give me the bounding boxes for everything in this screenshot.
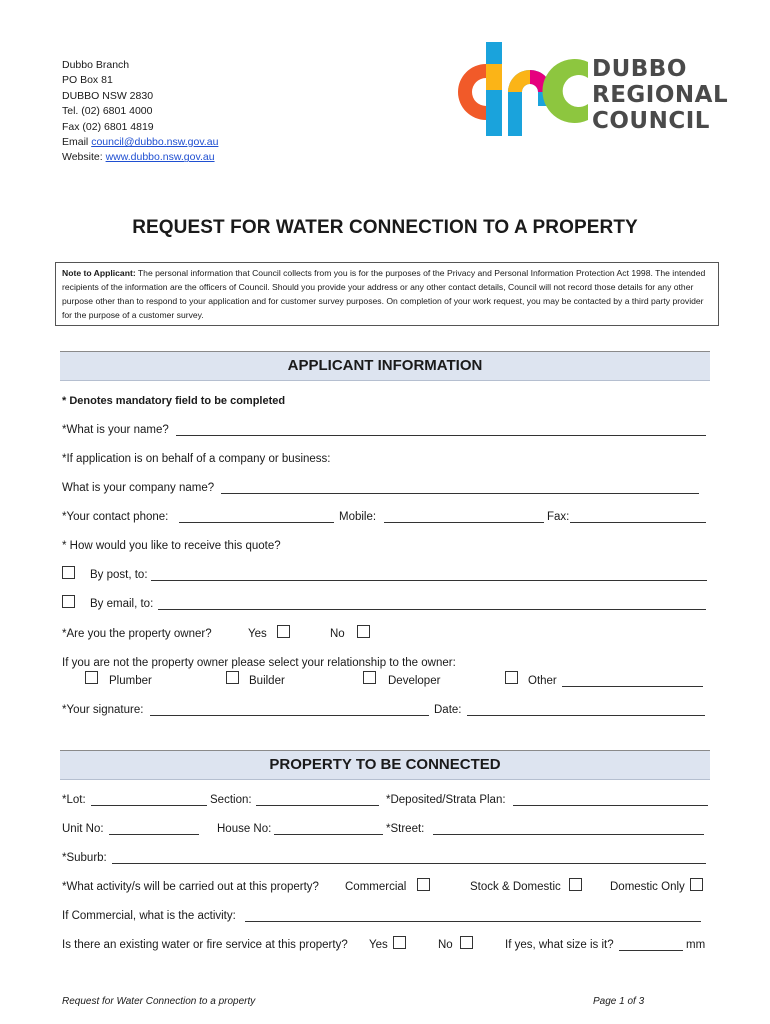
commercial-checkbox[interactable] [417, 878, 430, 891]
house-input[interactable] [274, 822, 383, 835]
section-label: Section: [210, 794, 252, 806]
address-website-row [62, 150, 218, 165]
page-number: Page 1 of 3 [593, 996, 645, 1007]
note-text: The personal information that Council collects from you is for the purposes of the Privacy and Personal Information Protection Act 1998. The intended recipients of the information are the officers of Council. Should you provide your address or any other contact details, Council will not record those details for any other purpose other than to respond to your application and for customer survey purposes. On completion of your work request, you may be contacted by a third party provider for the purpose of a customer survey. [62, 268, 706, 320]
note-label: Note to Applicant: [62, 268, 136, 278]
date-input[interactable] [467, 703, 705, 716]
fax-label: Fax: [547, 511, 570, 523]
lot-label: *Lot: [62, 794, 86, 806]
owner-yes-label: Yes [248, 628, 267, 640]
phone-input[interactable] [179, 510, 334, 523]
privacy-note [55, 262, 719, 326]
company-intro: *If application is on behalf of a company or business: [62, 453, 331, 465]
council-logo-icon [442, 42, 592, 140]
section-input[interactable] [256, 793, 379, 806]
company-label: What is your company name? [62, 482, 215, 494]
by-email-label: By email, to: [90, 598, 154, 610]
unit-label: Unit No: [62, 823, 104, 835]
commercial-activity-input[interactable] [245, 909, 701, 922]
company-input[interactable] [221, 481, 699, 494]
by-post-input[interactable] [151, 568, 707, 581]
street-input[interactable] [433, 822, 704, 835]
by-post-checkbox[interactable] [62, 566, 75, 579]
lot-input[interactable] [91, 793, 207, 806]
footer-title: Request for Water Connection to a property [62, 996, 256, 1007]
builder-checkbox[interactable] [226, 671, 239, 684]
plumber-checkbox[interactable] [85, 671, 98, 684]
address-tel: Tel. (02) 6801 4000 [62, 105, 153, 118]
existing-yes-checkbox[interactable] [393, 936, 406, 949]
commercial-label: Commercial [345, 881, 407, 893]
address-fax: Fax (02) 6801 4819 [62, 120, 154, 133]
plumber-label: Plumber [109, 675, 152, 687]
builder-label: Builder [249, 675, 285, 687]
fax-input[interactable] [570, 510, 706, 523]
website-label: Website: [62, 151, 106, 164]
by-post-label: By post, to: [90, 569, 148, 581]
existing-service-label: Is there an existing water or fire service at this property? [62, 939, 348, 951]
date-label: Date: [434, 704, 462, 716]
suburb-input[interactable] [112, 851, 706, 864]
address-po-box: PO Box 81 [62, 74, 113, 87]
developer-checkbox[interactable] [363, 671, 376, 684]
house-label: House No: [217, 823, 272, 835]
owner-yes-checkbox[interactable] [277, 625, 290, 638]
commercial-activity-label: If Commercial, what is the activity: [62, 910, 236, 922]
quote-label: * How would you like to receive this quote? [62, 540, 281, 552]
email-label: Email [62, 136, 92, 149]
deposited-input[interactable] [513, 793, 708, 806]
email-link[interactable]: council@dubbo.nsw.gov.au [91, 136, 219, 149]
name-label: *What is your name? [62, 424, 169, 436]
phone-label: *Your contact phone: [62, 511, 169, 523]
signature-input[interactable] [150, 703, 429, 716]
owner-label: *Are you the property owner? [62, 628, 212, 640]
other-label: Other [528, 675, 557, 687]
developer-label: Developer [388, 675, 441, 687]
domestic-only-checkbox[interactable] [690, 878, 703, 891]
name-input[interactable] [176, 423, 706, 436]
activity-label: *What activity/s will be carried out at this property? [62, 881, 319, 893]
suburb-label: *Suburb: [62, 852, 107, 864]
domestic-only-label: Domestic Only [610, 881, 685, 893]
unit-input[interactable] [109, 822, 199, 835]
address-branch: Dubbo Branch [62, 59, 130, 71]
by-email-checkbox[interactable] [62, 595, 75, 608]
logo-line-1: DUBBO [592, 56, 687, 82]
logo-line-3: COUNCIL [592, 108, 710, 134]
council-address [62, 58, 218, 166]
street-label: *Street: [386, 823, 425, 835]
existing-no-label: No [438, 939, 453, 951]
mandatory-note: * Denotes mandatory field to be completed [62, 395, 286, 407]
size-label: If yes, what size is it? [505, 939, 614, 951]
section-property-heading: PROPERTY TO BE CONNECTED [60, 750, 710, 780]
website-link[interactable]: www.dubbo.nsw.gov.au [105, 151, 215, 164]
other-checkbox[interactable] [505, 671, 518, 684]
form-title: REQUEST FOR WATER CONNECTION TO A PROPERTY [132, 217, 638, 238]
existing-yes-label: Yes [369, 939, 388, 951]
size-unit: mm [686, 939, 706, 951]
deposited-label: *Deposited/Strata Plan: [386, 794, 506, 806]
address-city: DUBBO NSW 2830 [62, 89, 154, 102]
signature-label: *Your signature: [62, 704, 144, 716]
stock-domestic-checkbox[interactable] [569, 878, 582, 891]
owner-no-label: No [330, 628, 345, 640]
council-logo-text [592, 56, 728, 134]
size-input[interactable] [619, 938, 683, 951]
mobile-label: Mobile: [339, 511, 377, 523]
logo-line-2: REGIONAL [592, 82, 729, 108]
by-email-input[interactable] [158, 597, 706, 610]
section-applicant-heading: APPLICANT INFORMATION [60, 351, 710, 381]
existing-no-checkbox[interactable] [460, 936, 473, 949]
relationship-label: If you are not the property owner please select your relationship to the owner: [62, 657, 456, 669]
mobile-input[interactable] [384, 510, 544, 523]
stock-domestic-label: Stock & Domestic [470, 881, 561, 893]
other-input[interactable] [562, 674, 703, 687]
owner-no-checkbox[interactable] [357, 625, 370, 638]
address-email-row [62, 135, 218, 150]
